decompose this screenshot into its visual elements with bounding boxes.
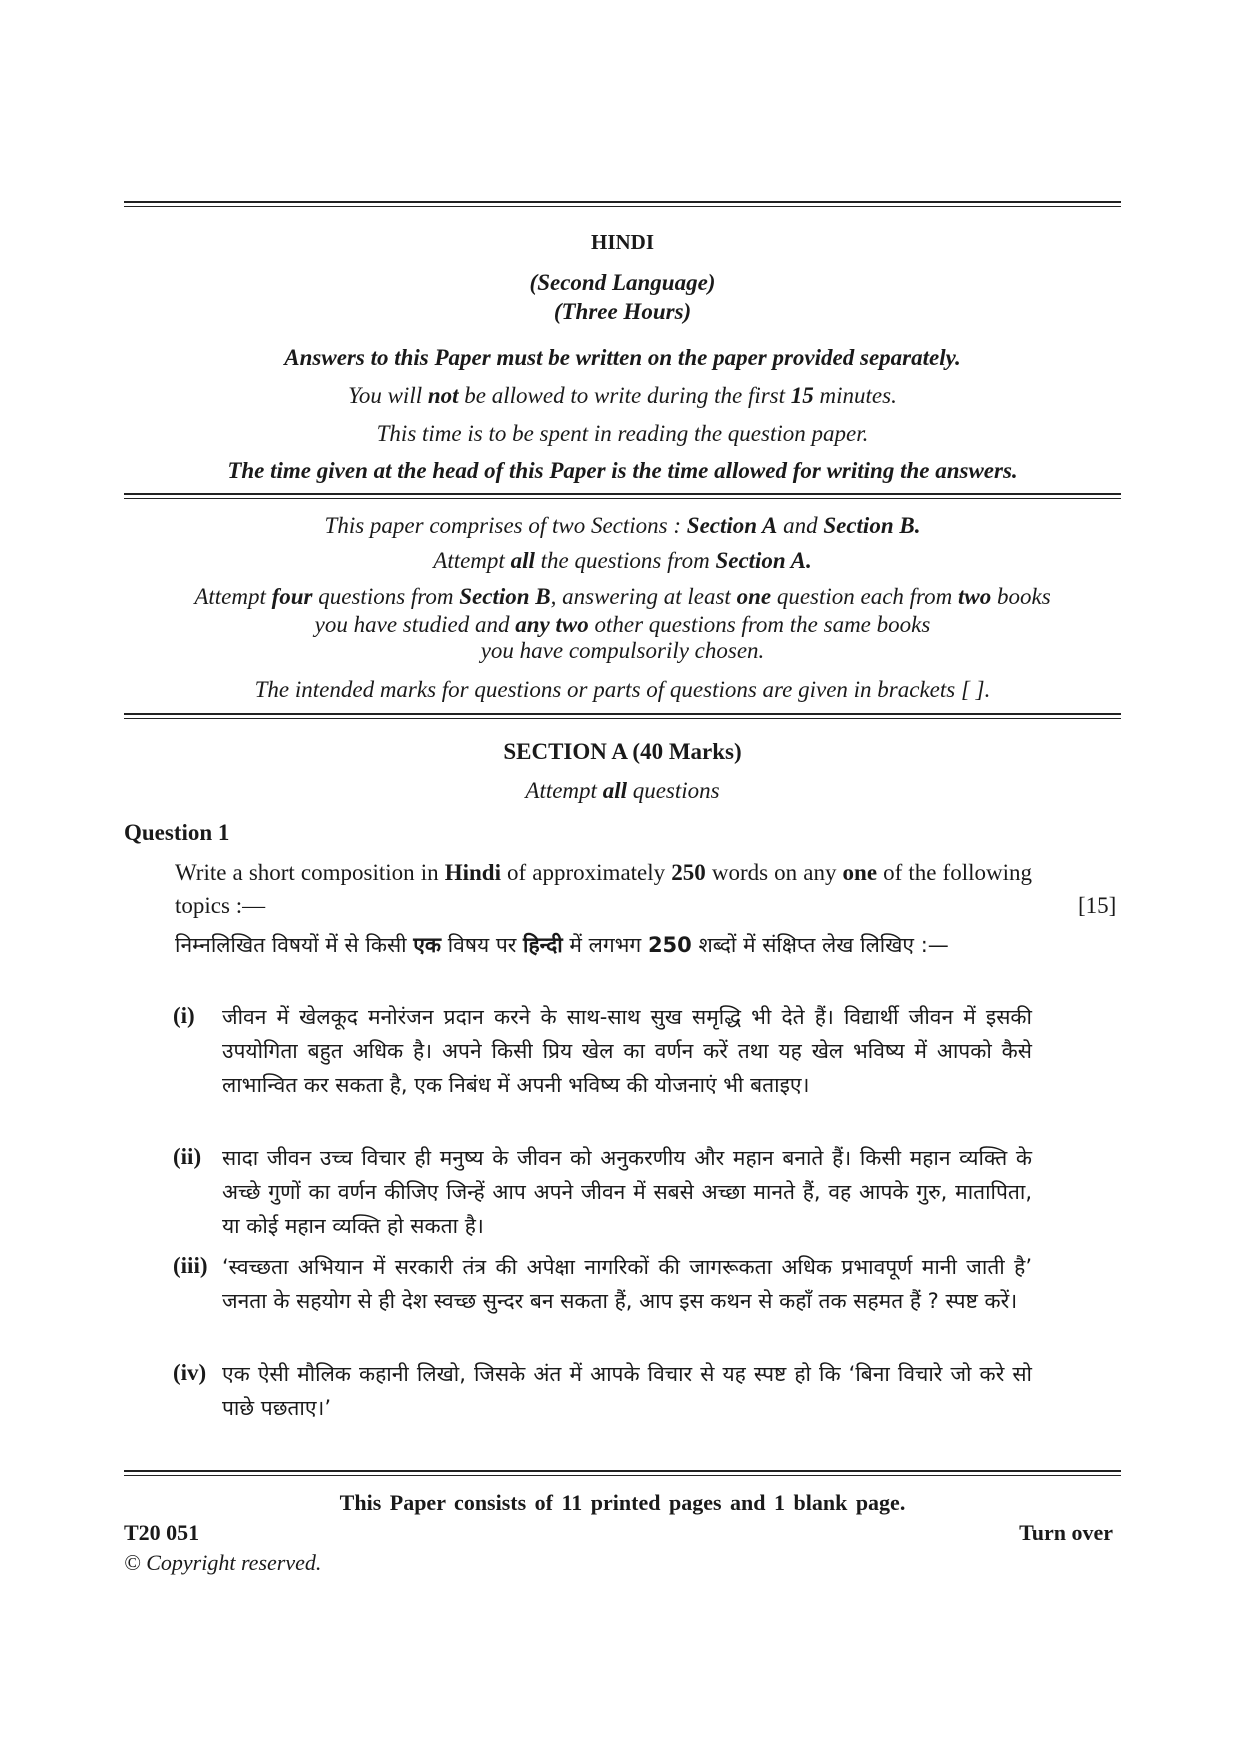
text: questions from [312, 584, 460, 609]
text: Section A. [715, 548, 812, 573]
section-subtitle [124, 778, 1121, 804]
text: be allowed to write during the first [458, 383, 791, 408]
text: you have studied and [314, 612, 516, 637]
instruction-answers: Answers to this Paper must be written on the paper provided separately. [284, 345, 961, 370]
topic-text: ‘स्वच्छता अभियान में सरकारी तंत्र की अपेक्षा नागरिकों की जागरूकता अधिक प्रभावपूर्ण मानी जाती है’ जनता के सहयोग से ही देश स्वच्छ सुन्दर बन सकता हैं, आप इस कथन से कहाँ तक सहमत हैं ? स्पष्ट करें। [222, 1255, 1032, 1313]
topic-text: एक ऐसी मौलिक कहानी लिखो, जिसके अंत में आपके विचार से यह स्पष्ट हो कि ‘बिना विचारे जो करे सो पाछे पछताए।’ [222, 1362, 1032, 1420]
text: 15 [790, 383, 814, 408]
instruction-reading-time [124, 383, 1121, 409]
text: of approximately [500, 860, 672, 885]
text: विषय पर [441, 933, 524, 957]
section-title: SECTION A (40 Marks) [503, 739, 742, 764]
text: Section B. [823, 513, 921, 538]
text: not [427, 383, 459, 408]
topic-label: (iii) [173, 1253, 208, 1278]
subtitle: (Second Language) [529, 270, 716, 295]
text: Attempt [194, 584, 272, 609]
topic-label: (iv) [173, 1360, 207, 1385]
question-heading: Question 1 [124, 820, 230, 845]
paper-info-books [124, 612, 1121, 638]
text: एक [413, 933, 442, 957]
text: Attempt [525, 778, 603, 803]
page-count: This Paper consists of 11 printed pages and 1 blank page. [339, 1490, 906, 1515]
text: one [736, 584, 772, 609]
topic-label: (i) [173, 1003, 195, 1028]
instruction-reading: This time is to be spent in reading the question paper. [376, 421, 869, 446]
text: all [510, 548, 535, 573]
topic-text: सादा जीवन उच्च विचार ही मनुष्य के जीवन को अनुकरणीय और महान बनाते हैं। किसी महान व्यक्ति के अच्छे गुणों का वर्णन कीजिए जिन्हें आप अपने जीवन में सबसे अच्छा मानते हैं, वह आपके गुरु, मातापिता, या कोई महान व्यक्ति हो सकता है। [222, 1146, 1032, 1238]
text: 250 [671, 860, 706, 885]
text: में लगभग [562, 933, 648, 957]
duration: (Three Hours) [553, 299, 692, 324]
text: any two [515, 612, 589, 637]
text: Section A [686, 513, 778, 538]
text: and [777, 513, 824, 538]
rule [124, 493, 1121, 499]
bottom-rule [124, 1470, 1121, 1476]
text: four [271, 584, 313, 609]
text: Attempt [433, 548, 511, 573]
text: two [958, 584, 992, 609]
paper-info-marks: The intended marks for questions or parts of questions are given in brackets [ ]. [254, 677, 991, 702]
paper-info-section-b [124, 584, 1121, 610]
text: books [991, 584, 1051, 609]
text: other questions from the same books [588, 612, 931, 637]
topic-label: (ii) [173, 1144, 202, 1169]
text: , answering at least [550, 584, 737, 609]
text: हिन्दी [523, 933, 563, 957]
text: of the following topics :— [175, 860, 1032, 918]
text: minutes. [813, 383, 897, 408]
paper-code: T20 051 [124, 1520, 200, 1545]
text: words on any [705, 860, 843, 885]
text: You will [348, 383, 428, 408]
question-instruction-hindi [175, 928, 1032, 962]
copyright: © Copyright reserved. [124, 1550, 322, 1575]
text: question each from [771, 584, 959, 609]
text: questions [626, 778, 720, 803]
text: all [602, 778, 627, 803]
text: निम्नलिखित विषयों में से किसी [175, 933, 414, 957]
topic-text: जीवन में खेलकूद मनोरंजन प्रदान करने के साथ-साथ सुख समृद्धि भी देते हैं। विद्यार्थी जीवन में इसकी उपयोगिता बहुत अधिक है। अपने किसी प्रिय खेल का वर्णन करें तथा यह खेल भविष्य में आपको कैसे लाभान्वित कर सकता है, एक निबंध में अपनी भविष्य की योजनाएं भी बताइए। [222, 1005, 1032, 1097]
text: the questions from [534, 548, 716, 573]
question-instruction-english [175, 856, 1032, 922]
paper-info-chosen: you have compulsorily chosen. [480, 638, 765, 663]
text: 250 [647, 933, 692, 957]
rule [124, 713, 1121, 719]
turn-over: Turn over [1019, 1520, 1113, 1545]
text: Hindi [444, 860, 501, 885]
paper-info-section-a [124, 548, 1121, 574]
marks: [15] [1078, 893, 1117, 918]
text: शब्दों में संक्षिप्त लेख लिखिए :— [691, 933, 949, 957]
text: Section B [459, 584, 551, 609]
top-rule [124, 201, 1121, 207]
subject-title: HINDI [590, 230, 654, 254]
instruction-time: The time given at the head of this Paper is the time allowed for writing the answers. [227, 458, 1018, 483]
paper-info-sections [124, 513, 1121, 539]
text: Write a short composition in [175, 860, 445, 885]
text: one [842, 860, 878, 885]
text: This paper comprises of two Sections : [324, 513, 687, 538]
